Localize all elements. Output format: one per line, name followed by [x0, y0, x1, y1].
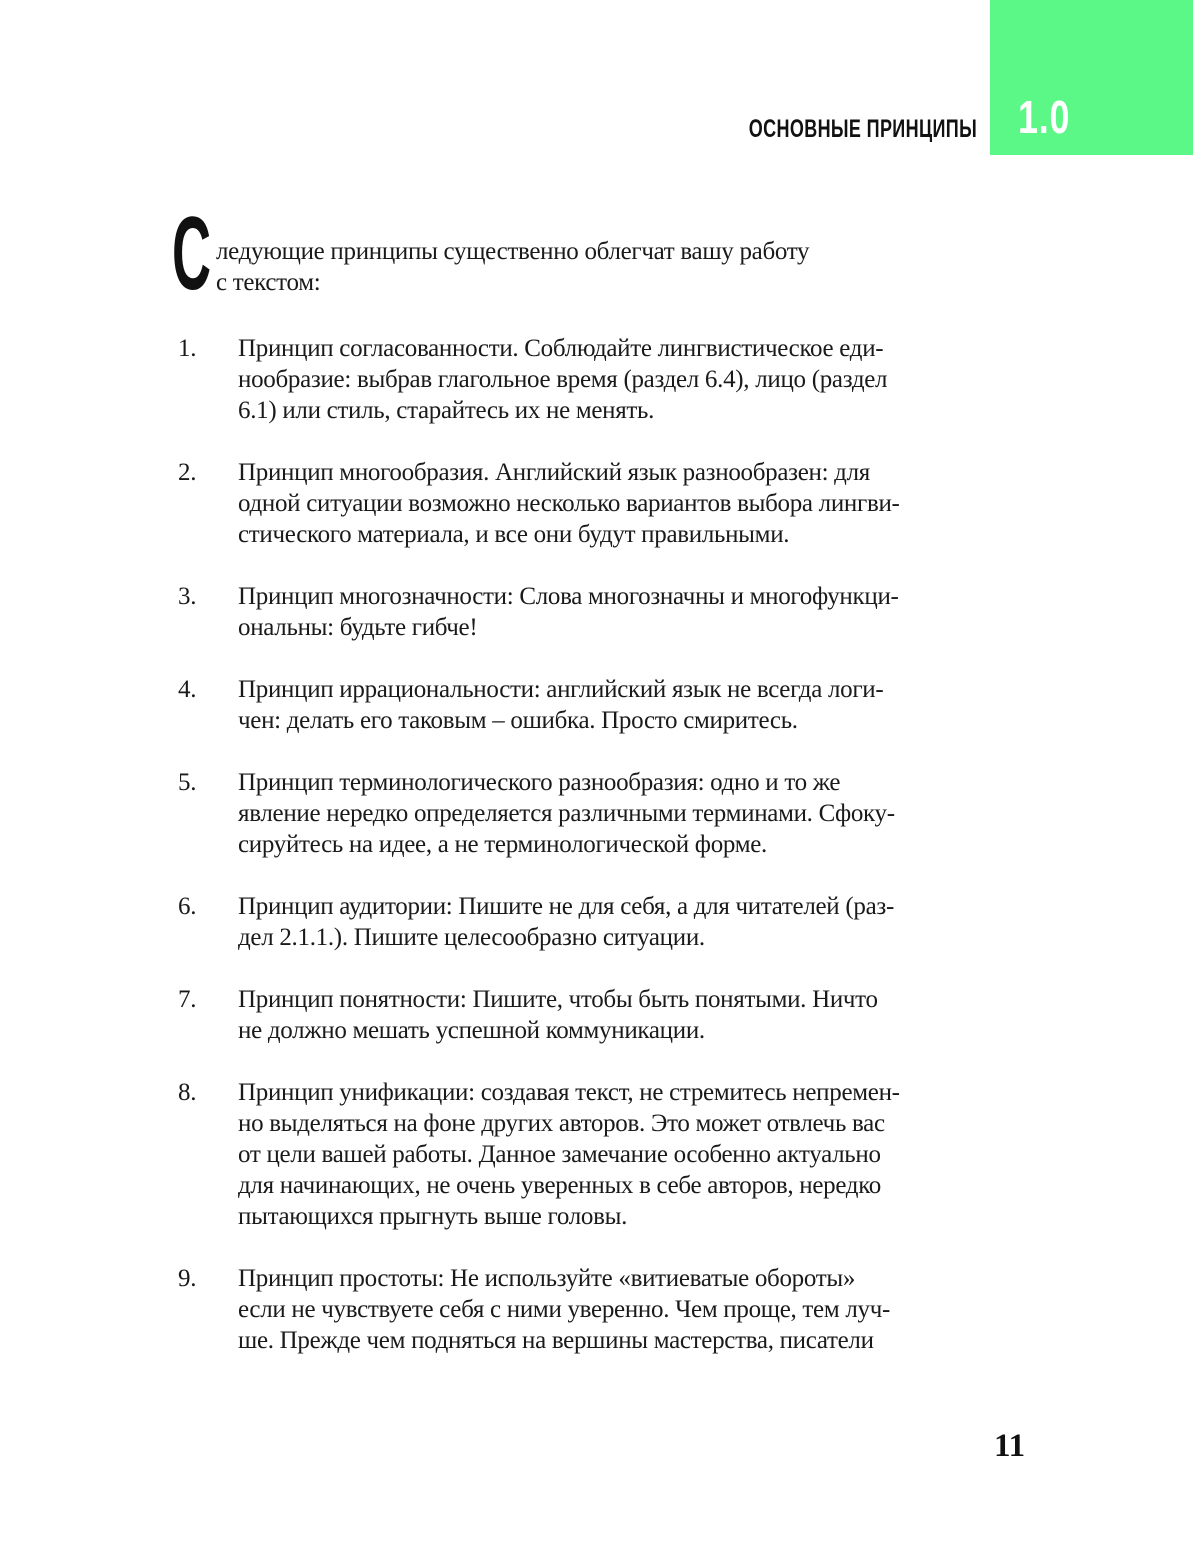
list-item-line: Принцип аудитории: Пишите не для себя, а для читателей (раз-	[238, 893, 894, 920]
intro-line: с текстом:	[216, 269, 321, 296]
list-item-number: 7.	[178, 986, 197, 1013]
list-item-number: 9.	[178, 1265, 197, 1292]
list-item-line: 6.1) или стиль, старайтесь их не менять.	[238, 397, 655, 424]
list-item-line: Принцип согласованности. Соблюдайте лингвистическое еди-	[238, 335, 884, 362]
list-item-line: для начинающих, не очень уверенных в себе авторов, нередко	[238, 1172, 881, 1199]
list-item-line: Принцип терминологического разнообразия: одно и то же	[238, 769, 841, 796]
list-item-line: сируйтесь на идее, а не терминологической форме.	[238, 831, 767, 858]
list-item-line: нообразие: выбрав глагольное время (раздел 6.4), лицо (раздел	[238, 366, 888, 393]
list-item-line: явление нередко определяется различными терминами. Сфоку-	[238, 800, 895, 827]
list-item-line: ше. Прежде чем подняться на вершины мастерства, писатели	[238, 1327, 874, 1354]
list-item-line: не должно мешать успешной коммуникации.	[238, 1017, 705, 1044]
list-item-number: 1.	[178, 335, 197, 362]
list-item-line: Принцип понятности: Пишите, чтобы быть понятыми. Ничто	[238, 986, 878, 1013]
list-item-number: 5.	[178, 769, 197, 796]
list-item-number: 6.	[178, 893, 197, 920]
intro-line: ледующие принципы существенно облегчат вашу работу	[216, 238, 810, 265]
list-item-number: 8.	[178, 1079, 197, 1106]
list-item-line: но выделяться на фоне других авторов. Это может отвлечь вас	[238, 1110, 885, 1137]
page-number: 11	[994, 1428, 1026, 1464]
list-item-line: Принцип простоты: Не используйте «витиеватые обороты»	[238, 1265, 856, 1292]
list-item-line: Принцип унификации: создавая текст, не стремитесь непремен-	[238, 1079, 900, 1106]
list-item-line: одной ситуации возможно несколько вариантов выбора лингви-	[238, 490, 900, 517]
list-item-line: если не чувствуете себя с ними уверенно. Чем проще, тем луч-	[238, 1296, 890, 1323]
drop-cap: С	[172, 196, 212, 312]
list-item-number: 3.	[178, 583, 197, 610]
list-item-line: Принцип многообразия. Английский язык разнообразен: для	[238, 459, 870, 486]
list-item-line: ональны: будьте гибче!	[238, 614, 478, 641]
list-item-line: Принцип многозначности: Слова многозначны и многофункци-	[238, 583, 899, 610]
list-item-line: чен: делать его таковым – ошибка. Просто смиритесь.	[238, 707, 798, 734]
list-item-line: Принцип иррациональности: английский язык не всегда логи-	[238, 676, 884, 703]
list-item-number: 2.	[178, 459, 197, 486]
list-item-line: от цели вашей работы. Данное замечание особенно актуально	[238, 1141, 881, 1168]
list-item-line: стического материала, и все они будут правильными.	[238, 521, 790, 548]
list-item-line: дел 2.1.1.). Пишите целесообразно ситуации.	[238, 924, 705, 951]
list-item-line: пытающихся прыгнуть выше головы.	[238, 1203, 628, 1230]
chapter-number: 1.0	[1018, 91, 1071, 143]
section-title: ОСНОВНЫЕ ПРИНЦИПЫ	[748, 115, 977, 143]
list-item-number: 4.	[178, 676, 197, 703]
